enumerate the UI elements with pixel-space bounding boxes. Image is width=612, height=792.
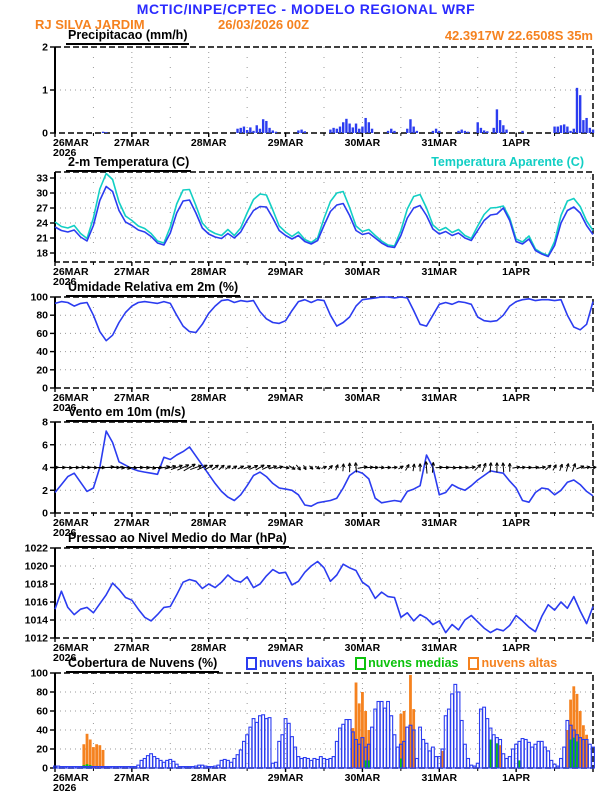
svg-text:27MAR: 27MAR (114, 392, 150, 404)
svg-text:28MAR: 28MAR (190, 642, 227, 654)
nuvens-medias-swatch-icon (355, 657, 366, 670)
panel-title-humidity: Umidade Relativa em 2m (%) (66, 280, 240, 297)
svg-text:29MAR: 29MAR (267, 137, 304, 149)
svg-text:1: 1 (42, 84, 48, 97)
svg-text:30: 30 (36, 187, 48, 200)
panel-clouds (50, 673, 594, 772)
svg-text:1012: 1012 (24, 632, 48, 645)
svg-text:28MAR: 28MAR (190, 517, 227, 529)
svg-text:0: 0 (42, 382, 48, 395)
svg-text:1APR: 1APR (502, 266, 531, 278)
svg-text:2026: 2026 (53, 276, 77, 288)
svg-text:31MAR: 31MAR (421, 772, 458, 784)
station-name: RJ SILVA JARDIM (35, 17, 145, 32)
page-title: MCTIC/INPE/CPTEC - MODELO REGIONAL WRF (136, 1, 476, 17)
svg-text:27MAR: 27MAR (114, 266, 150, 278)
svg-text:29MAR: 29MAR (267, 517, 304, 529)
svg-text:28MAR: 28MAR (190, 392, 227, 404)
svg-text:26MAR: 26MAR (53, 137, 89, 149)
svg-text:1APR: 1APR (502, 642, 531, 654)
svg-text:28MAR: 28MAR (190, 266, 227, 278)
svg-text:30MAR: 30MAR (344, 517, 381, 529)
svg-text:27: 27 (36, 202, 48, 215)
legend-item-nuvens-medias: nuvens medias (355, 656, 458, 670)
svg-text:40: 40 (36, 346, 48, 359)
panel-precip (50, 47, 594, 137)
svg-text:1APR: 1APR (502, 137, 531, 149)
svg-text:31MAR: 31MAR (421, 137, 458, 149)
panel-title-clouds: Cobertura de Nuvens (%) (66, 656, 219, 673)
svg-text:20: 20 (36, 364, 48, 377)
svg-text:1018: 1018 (24, 578, 48, 591)
svg-text:26MAR: 26MAR (53, 642, 89, 654)
svg-text:2026: 2026 (53, 147, 77, 159)
svg-text:33: 33 (36, 172, 48, 185)
svg-text:27MAR: 27MAR (114, 517, 150, 529)
svg-text:30MAR: 30MAR (344, 392, 381, 404)
legend-apparent-temperature: Temperatura Aparente (C) (431, 155, 584, 169)
svg-text:29MAR: 29MAR (267, 772, 304, 784)
nuvens-baixas-swatch-icon (246, 657, 257, 670)
svg-text:26MAR: 26MAR (53, 517, 89, 529)
svg-text:18: 18 (36, 247, 48, 260)
svg-text:26MAR: 26MAR (53, 772, 89, 784)
panel-wind (50, 422, 596, 517)
svg-text:30MAR: 30MAR (344, 642, 381, 654)
svg-text:40: 40 (36, 724, 48, 737)
svg-text:60: 60 (36, 327, 48, 340)
svg-text:28MAR: 28MAR (190, 137, 227, 149)
svg-text:1020: 1020 (24, 560, 48, 573)
run-datetime: 26/03/2026 00Z (218, 17, 310, 32)
svg-text:27MAR: 27MAR (114, 137, 150, 149)
svg-text:26MAR: 26MAR (53, 392, 89, 404)
svg-text:1022: 1022 (24, 542, 48, 555)
svg-text:1016: 1016 (24, 596, 48, 609)
svg-text:100: 100 (30, 667, 48, 680)
legend-item-nuvens-altas: nuvens altas (468, 656, 557, 670)
svg-text:20: 20 (36, 743, 48, 756)
svg-text:1APR: 1APR (502, 772, 531, 784)
panel-title-wind: Vento em 10m (m/s) (66, 405, 187, 422)
svg-text:26MAR: 26MAR (53, 266, 89, 278)
svg-text:31MAR: 31MAR (421, 517, 458, 529)
panel-temp (50, 172, 593, 266)
svg-text:100: 100 (30, 291, 48, 304)
svg-text:2026: 2026 (53, 652, 77, 664)
svg-text:1APR: 1APR (502, 392, 531, 404)
svg-text:24: 24 (36, 217, 48, 230)
svg-text:6: 6 (42, 439, 48, 452)
svg-text:30MAR: 30MAR (344, 266, 381, 278)
svg-text:30MAR: 30MAR (344, 772, 381, 784)
legend-item-nuvens-baixas: nuvens baixas (246, 656, 345, 670)
svg-text:31MAR: 31MAR (421, 392, 458, 404)
svg-text:28MAR: 28MAR (190, 772, 227, 784)
svg-text:29MAR: 29MAR (267, 642, 304, 654)
svg-text:2026: 2026 (53, 402, 77, 414)
svg-text:8: 8 (42, 416, 48, 429)
svg-text:1014: 1014 (24, 614, 48, 627)
panel-title-pressure: Pressao ao Nivel Medio do Mar (hPa) (66, 531, 289, 548)
svg-text:31MAR: 31MAR (421, 642, 458, 654)
nuvens-altas-swatch-icon (468, 657, 479, 670)
svg-text:31MAR: 31MAR (421, 266, 458, 278)
svg-text:80: 80 (36, 686, 48, 699)
panel-press (50, 548, 593, 642)
svg-text:2026: 2026 (53, 782, 77, 792)
svg-text:4: 4 (42, 462, 48, 474)
svg-text:27MAR: 27MAR (114, 642, 150, 654)
svg-text:21: 21 (36, 232, 48, 245)
svg-text:29MAR: 29MAR (267, 392, 304, 404)
panel-rh (50, 297, 593, 392)
svg-text:30MAR: 30MAR (344, 137, 381, 149)
svg-text:0: 0 (42, 762, 48, 775)
svg-text:60: 60 (36, 705, 48, 718)
svg-text:29MAR: 29MAR (267, 266, 304, 278)
panel-title-temperature: 2-m Temperatura (C) (66, 155, 191, 172)
cloud-legend (246, 656, 557, 670)
svg-text:80: 80 (36, 309, 48, 322)
svg-text:1APR: 1APR (502, 517, 531, 529)
svg-text:2: 2 (42, 484, 48, 497)
station-coordinates: 42.3917W 22.6508S 35m (444, 28, 593, 43)
svg-text:27MAR: 27MAR (114, 772, 150, 784)
svg-text:2026: 2026 (53, 527, 77, 539)
svg-text:0: 0 (42, 507, 48, 520)
panel-title-precipitation: Precipitacao (mm/h) (66, 28, 189, 45)
svg-text:2: 2 (42, 41, 48, 54)
svg-text:0: 0 (42, 127, 48, 140)
